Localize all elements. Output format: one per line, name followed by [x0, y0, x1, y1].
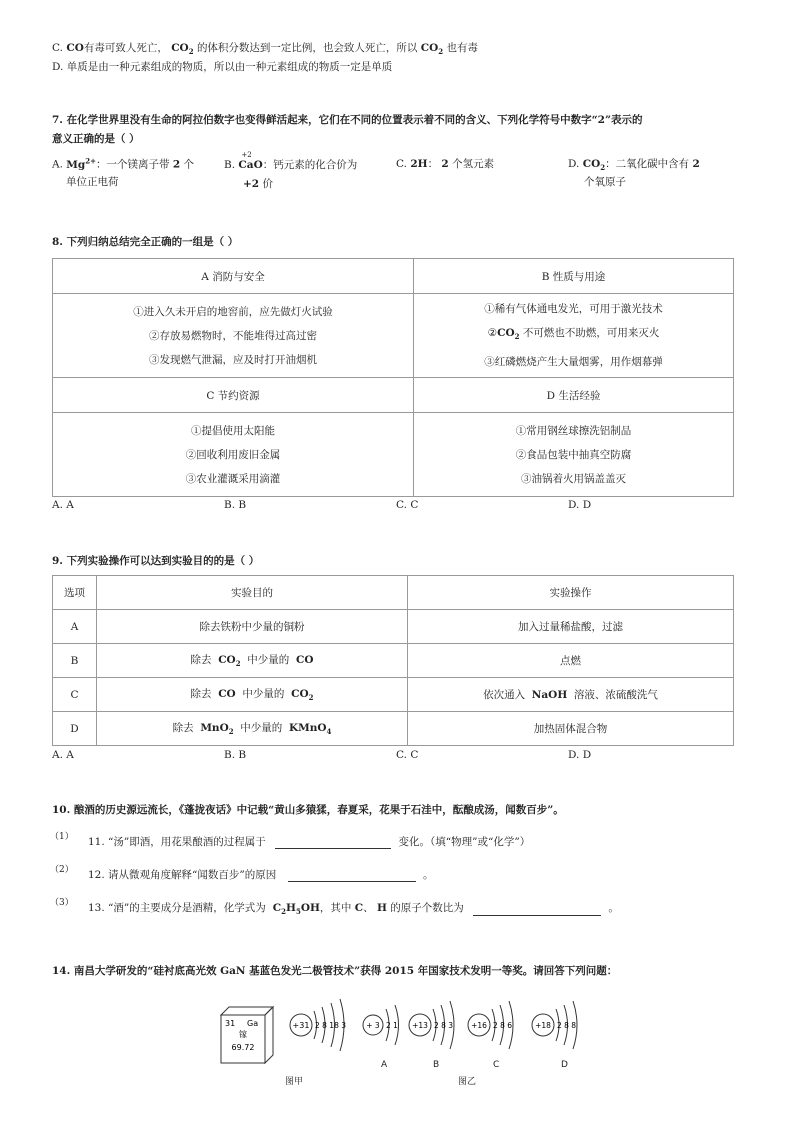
q7-a-symbol: $Mg^{2+}$ — [66, 156, 96, 171]
q9-table — [52, 575, 734, 746]
q10-sub3-text: 13. “酒”的主要成分是酒精，化学式为 — [88, 902, 266, 914]
q7-a-text2: 个 — [183, 158, 194, 171]
q10-stem: 10. 酿酒的历史源远流长，《蓬拢夜话》中记载“黄山多猿猱，春夏采，花果于石洼中，酝酿成汤，闻数百步”。 — [52, 804, 564, 816]
q6-c-text2: 的体积分数达到一定比例，也会致人死亡，所以 — [196, 42, 418, 54]
atom-c-label: C — [493, 1060, 500, 1070]
q8-c-item2: ②回收利用废旧金属 — [185, 448, 281, 461]
atom-d-label: D — [561, 1060, 568, 1070]
q9-row-d-option: D — [53, 712, 97, 746]
q7-stem-line1: 7. 在化学世界里没有生命的阿拉伯数字也变得鲜活起来，它们在不同的位置表示着不同的含义、下列化学符号中数字“2”表示的 — [52, 114, 643, 126]
q6-c-text3: 也有毒 — [446, 42, 479, 54]
q8-table — [52, 258, 734, 497]
q8-head-d: D 生活经验 — [414, 378, 734, 413]
q8-cell-c — [53, 413, 414, 497]
q9-row-a-operation: 加入过量稀盐酸，过滤 — [408, 610, 734, 644]
q10-sub3-sep: 、 — [363, 902, 374, 914]
q7-c-text: 个氢元素 — [452, 158, 495, 170]
q9-row-b-option: B — [53, 644, 97, 678]
table-row — [53, 610, 734, 644]
q7-b-valence: +2 — [241, 151, 252, 159]
q9-row-d-goal: 除去 MnO$_2$ 中少量的 KMnO$_4$ — [97, 712, 408, 746]
q9-row-a-option: A — [53, 610, 97, 644]
atom-a-shells: 2 1 — [386, 1021, 398, 1030]
cell-symbol: Ga — [247, 1019, 259, 1028]
ga-nucleus: +31 — [292, 1021, 310, 1030]
q10-sub3-no: （3） — [50, 898, 74, 908]
q8-option-d[interactable]: D. D — [568, 499, 592, 511]
q10-sub1-blank[interactable] — [275, 838, 391, 849]
q6-c-co2-b: $CO_2$ — [420, 42, 444, 57]
atom-b-nucleus: +13 — [412, 1021, 428, 1030]
q7-d-text1: ：二氧化碳中含有 — [605, 158, 690, 170]
q9-row-c-option: C — [53, 678, 97, 712]
q10-sub2 — [88, 867, 433, 882]
atom-b-diagram — [405, 997, 461, 1053]
q9-row-c-operation: 依次通入 NaOH 溶液、浓硫酸洗气 — [408, 678, 734, 712]
q6-option-c — [52, 40, 478, 56]
q8-cell-b — [414, 294, 734, 378]
q7-c-symbol: 2H — [410, 158, 428, 170]
table-row — [53, 712, 734, 746]
q10-sub3-c: C — [354, 902, 364, 914]
q10-sub1 — [88, 834, 530, 849]
q7-b-prefix: B. — [224, 159, 236, 171]
gallium-element-cell — [215, 1005, 275, 1065]
q9-row-c-goal: 除去 CO 中少量的 $CO_2$ — [97, 678, 408, 712]
q9-option-c[interactable]: C. C — [396, 749, 419, 761]
q8-a-item3: ③发现燃气泄漏，应及时打开油烟机 — [149, 353, 317, 366]
q9-header-operation: 实验操作 — [408, 576, 734, 610]
q6-c-co: CO — [66, 42, 84, 54]
q7-c-colon: ： — [427, 158, 439, 170]
q7-c-prefix: C. — [396, 158, 407, 170]
atom-a-label: A — [381, 1060, 388, 1070]
q7-b-symbol: +2 CaO — [238, 151, 263, 171]
atom-a-nucleus: + 3 — [366, 1021, 380, 1030]
q7-d-symbol: $CO_2$ — [582, 158, 606, 173]
cell-atomic-number: 31 — [225, 1019, 236, 1028]
atom-c-nucleus: +16 — [471, 1021, 487, 1030]
atom-d-diagram — [528, 997, 584, 1053]
q10-sub3 — [88, 900, 619, 916]
atom-d-shells: 2 8 8 — [557, 1021, 577, 1030]
q10-sub1-text: 11. “汤”即酒，用花果酿酒的过程属于 — [88, 836, 266, 848]
q10-sub3-formula: $C_2H_5OH$ — [272, 902, 320, 917]
atom-b-shells: 2 8 3 — [434, 1021, 454, 1030]
q6-c-co2-a: $CO_2$ — [171, 42, 194, 57]
q8-d-item3: ③油锅着火用锅盖盖灭 — [521, 472, 626, 485]
q7-option-a-line2: 单位正电荷 — [66, 176, 119, 188]
q7-option-a[interactable] — [52, 156, 194, 172]
q6-c-text1: 有毒可致人死亡， — [83, 42, 168, 54]
q9-header-option: 选项 — [53, 576, 97, 610]
q9-option-d[interactable]: D. D — [568, 749, 592, 761]
q10-sub2-tail: 。 — [422, 869, 434, 881]
q8-head-a: A 消防与安全 — [53, 259, 414, 294]
q7-option-b[interactable] — [224, 151, 358, 171]
q8-b-item3: ③红磷燃烧产生大量烟雾，用作烟幕弹 — [484, 355, 663, 368]
q9-stem: 9. 下列实验操作可以达到实验目的的是（ ） — [52, 555, 260, 567]
q6-option-d: D. 单质是由一种元素组成的物质，所以由一种元素组成的物质一定是单质 — [52, 61, 393, 73]
q6-c-prefix: C. — [52, 42, 63, 54]
atom-c-diagram — [464, 997, 520, 1053]
q10-sub3-h: H — [376, 902, 387, 914]
table-row — [53, 678, 734, 712]
q8-a-item2: ②存放易燃物时，不能堆得过高过密 — [149, 329, 317, 342]
q9-option-b[interactable]: B. B — [224, 749, 247, 761]
q10-sub2-blank[interactable] — [288, 871, 416, 882]
cell-mass: 69.72 — [231, 1043, 255, 1052]
q8-c-item1: ①提倡使用太阳能 — [191, 424, 275, 437]
figure-jia-caption: 图甲 — [285, 1077, 304, 1087]
q8-cell-a — [53, 294, 414, 378]
q7-option-d-line2: 个氧原子 — [584, 176, 626, 188]
q8-d-item1: ①常用钢丝球擦洗铝制品 — [515, 424, 632, 437]
q10-sub3-mid: ，其中 — [319, 902, 352, 914]
q10-sub3-tail2: 的原子个数比为 — [390, 902, 464, 914]
q8-d-item2: ②食品包装中抽真空防腐 — [515, 448, 632, 461]
q9-header-goal: 实验目的 — [97, 576, 408, 610]
q8-b-item1: ①稀有气体通电发光，可用于激光技术 — [484, 303, 663, 316]
q10-sub1-tail: 变化。（填“物理”或“化学”） — [398, 836, 531, 848]
q8-stem: 8. 下列归纳总结完全正确的一组是（ ） — [52, 236, 239, 248]
q7-option-c[interactable] — [396, 156, 494, 171]
atom-c-shells: 2 8 6 — [493, 1021, 513, 1030]
ga-atom-diagram — [286, 997, 354, 1053]
cell-name: 镓 — [239, 1030, 247, 1039]
q7-a-text1: ：一个镁离子带 — [95, 158, 170, 171]
q7-b-text3: 价 — [262, 178, 273, 190]
q7-stem-line2: 意义正确的是（ ） — [52, 133, 140, 145]
q10-sub3-tail: 。 — [608, 902, 619, 914]
q7-d-prefix: D. — [568, 158, 580, 170]
atom-d-nucleus: +18 — [535, 1021, 551, 1030]
q10-sub2-no: （2） — [50, 865, 74, 875]
q7-b-value: +2 — [243, 178, 260, 190]
q9-row-a-goal: 除去铁粉中少量的铜粉 — [97, 610, 408, 644]
q7-a-num: 2 — [172, 158, 181, 171]
q14-stem: 14. 南昌大学研发的“硅衬底高光效 GaN 基蓝色发光二极管技术”获得 2015 年国家技术发明一等奖。请回答下列问题： — [52, 965, 618, 977]
atom-b-label: B — [433, 1060, 440, 1070]
q7-option-b-line2 — [243, 176, 273, 191]
q8-cell-d — [414, 413, 734, 497]
q9-row-b-operation: 点燃 — [408, 644, 734, 678]
q9-row-d-operation: 加热固体混合物 — [408, 712, 734, 746]
figure-yi-caption: 图乙 — [458, 1077, 477, 1087]
q8-option-c[interactable]: C. C — [396, 499, 419, 511]
q8-option-b[interactable]: B. B — [224, 499, 247, 511]
q7-a-prefix: A. — [52, 158, 63, 171]
q7-c-num: 2 — [441, 158, 449, 170]
ga-shells: 2 8 18 3 — [315, 1021, 347, 1030]
q10-sub1-no: （1） — [50, 832, 74, 842]
q8-b-item2: $②CO_2$ 不可燃也不助燃，可用来灭火 — [487, 327, 660, 342]
q7-b-text1: ：钙元素的化合价为 — [262, 159, 358, 171]
q7-option-d[interactable] — [568, 156, 700, 172]
q8-c-item3: ③农业灌溉采用滴灌 — [185, 472, 281, 485]
table-row — [53, 644, 734, 678]
q8-head-c: C 节约资源 — [53, 378, 414, 413]
q9-option-a[interactable]: A. A — [52, 749, 74, 761]
q8-option-a[interactable]: A. A — [52, 499, 74, 511]
q8-a-item1: ①进入久未开启的地窖前，应先做灯火试验 — [133, 305, 333, 318]
q7-d-num: 2 — [692, 158, 700, 170]
q9-row-b-goal: 除去 $CO_2$ 中少量的 CO — [97, 644, 408, 678]
q10-sub2-text: 12. 请从微观角度解释“闻数百步”的原因 — [88, 869, 277, 881]
q8-head-b: B 性质与用途 — [414, 259, 734, 294]
atom-a-diagram — [360, 997, 408, 1053]
q10-sub3-blank[interactable] — [473, 905, 601, 916]
